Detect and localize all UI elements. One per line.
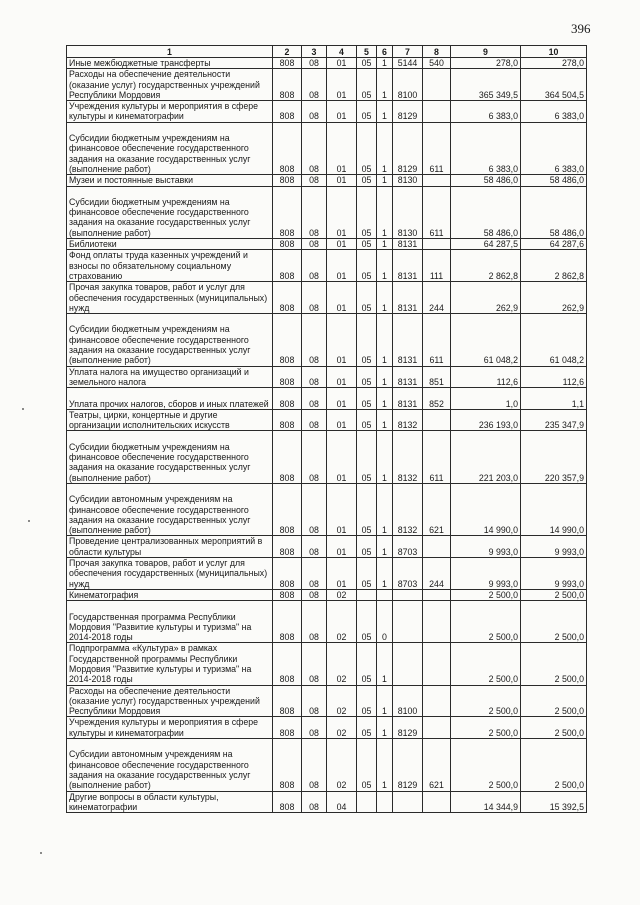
code-section: 08 <box>302 589 327 600</box>
code-expense-type <box>423 791 451 813</box>
scan-speck <box>22 408 24 410</box>
code-target: 8131 <box>393 282 423 314</box>
code-ministry: 808 <box>273 601 302 643</box>
amount-col9: 365 349,5 <box>451 69 521 101</box>
code-expense-type <box>423 601 451 643</box>
amount-col9: 2 500,0 <box>451 643 521 685</box>
code-subprogram: 1 <box>377 314 393 367</box>
code-subsection: 01 <box>327 122 357 175</box>
row-name: Театры, цирки, концертные и другие организации исполнительских искусств <box>67 409 273 431</box>
amount-col10: 2 500,0 <box>521 589 587 600</box>
amount-col10: 2 500,0 <box>521 601 587 643</box>
code-program: 05 <box>357 314 377 367</box>
col-header-1: 1 <box>67 46 273 58</box>
code-expense-type <box>423 239 451 250</box>
code-subprogram: 0 <box>377 601 393 643</box>
row-name: Субсидии автономным учреждениям на финансовое обеспечение государственного задания на оказание государственных услуг (выполнение работ) <box>67 483 273 536</box>
table-row <box>67 282 587 314</box>
row-name: Библиотеки <box>67 239 273 250</box>
amount-col9: 2 500,0 <box>451 589 521 600</box>
code-section: 08 <box>302 314 327 367</box>
table-row <box>67 175 587 186</box>
code-subsection: 01 <box>327 282 357 314</box>
code-subprogram: 1 <box>377 643 393 685</box>
amount-col9: 278,0 <box>451 58 521 69</box>
amount-col9: 221 203,0 <box>451 431 521 484</box>
table-row <box>67 483 587 536</box>
code-subsection: 02 <box>327 739 357 792</box>
code-section: 08 <box>302 122 327 175</box>
code-subprogram <box>377 791 393 813</box>
code-subprogram: 1 <box>377 366 393 388</box>
amount-col10: 6 383,0 <box>521 101 587 123</box>
code-section: 08 <box>302 282 327 314</box>
table-row <box>67 101 587 123</box>
row-name: Субсидии бюджетным учреждениям на финансовое обеспечение государственного задания на оказание государственных услуг (выполнение работ) <box>67 122 273 175</box>
table-row <box>67 250 587 282</box>
amount-col9: 6 383,0 <box>451 101 521 123</box>
code-target: 8132 <box>393 409 423 431</box>
amount-col10: 235 347,9 <box>521 409 587 431</box>
code-expense-type <box>423 101 451 123</box>
code-program: 05 <box>357 643 377 685</box>
code-section: 08 <box>302 388 327 410</box>
code-program <box>357 589 377 600</box>
code-subprogram <box>377 589 393 600</box>
code-subsection: 02 <box>327 643 357 685</box>
code-expense-type: 852 <box>423 388 451 410</box>
code-expense-type <box>423 409 451 431</box>
amount-col9: 2 500,0 <box>451 739 521 792</box>
row-name: Иные межбюджетные трансферты <box>67 58 273 69</box>
amount-col9: 2 862,8 <box>451 250 521 282</box>
code-expense-type: 621 <box>423 739 451 792</box>
table-row <box>67 388 587 410</box>
code-subsection: 01 <box>327 250 357 282</box>
code-target: 8131 <box>393 250 423 282</box>
code-program <box>357 791 377 813</box>
table-row <box>67 314 587 367</box>
code-expense-type <box>423 643 451 685</box>
amount-col9: 262,9 <box>451 282 521 314</box>
col-header-8: 8 <box>423 46 451 58</box>
code-subprogram: 1 <box>377 536 393 558</box>
code-ministry: 808 <box>273 366 302 388</box>
amount-col9: 14 344,9 <box>451 791 521 813</box>
table-row <box>67 69 587 101</box>
code-subsection: 01 <box>327 558 357 590</box>
amount-col10: 9 993,0 <box>521 536 587 558</box>
row-name: Музеи и постоянные выставки <box>67 175 273 186</box>
col-header-9: 9 <box>451 46 521 58</box>
amount-col9: 112,6 <box>451 366 521 388</box>
code-subprogram: 1 <box>377 739 393 792</box>
code-program: 05 <box>357 175 377 186</box>
row-name: Уплата прочих налогов, сборов и иных платежей <box>67 388 273 410</box>
code-subprogram: 1 <box>377 388 393 410</box>
table-body <box>67 58 587 813</box>
code-subsection: 02 <box>327 589 357 600</box>
code-target: 8129 <box>393 739 423 792</box>
amount-col9: 61 048,2 <box>451 314 521 367</box>
code-subsection: 01 <box>327 186 357 239</box>
code-program: 05 <box>357 409 377 431</box>
code-ministry: 808 <box>273 186 302 239</box>
code-subsection: 01 <box>327 101 357 123</box>
code-target: 8130 <box>393 175 423 186</box>
code-ministry: 808 <box>273 250 302 282</box>
col-header-7: 7 <box>393 46 423 58</box>
row-name: Проведение централизованных мероприятий в области культуры <box>67 536 273 558</box>
code-subprogram: 1 <box>377 685 393 717</box>
amount-col9: 1,0 <box>451 388 521 410</box>
code-expense-type: 611 <box>423 431 451 484</box>
code-subprogram: 1 <box>377 186 393 239</box>
code-program: 05 <box>357 601 377 643</box>
amount-col9: 236 193,0 <box>451 409 521 431</box>
code-subprogram: 1 <box>377 175 393 186</box>
code-section: 08 <box>302 58 327 69</box>
amount-col10: 64 287,6 <box>521 239 587 250</box>
code-section: 08 <box>302 239 327 250</box>
col-header-6: 6 <box>377 46 393 58</box>
amount-col9: 9 993,0 <box>451 536 521 558</box>
amount-col10: 1,1 <box>521 388 587 410</box>
row-name: Субсидии автономным учреждениям на финансовое обеспечение государственного задания на оказание государственных услуг (выполнение работ) <box>67 739 273 792</box>
code-program: 05 <box>357 558 377 590</box>
code-ministry: 808 <box>273 483 302 536</box>
code-program: 05 <box>357 366 377 388</box>
code-subprogram: 1 <box>377 69 393 101</box>
code-program: 05 <box>357 122 377 175</box>
row-name: Расходы на обеспечение деятельности (оказание услуг) государственных учреждений Республики Мордовия <box>67 685 273 717</box>
amount-col9: 6 383,0 <box>451 122 521 175</box>
row-name: Прочая закупка товаров, работ и услуг для обеспечения государственных (муниципальных) нужд <box>67 282 273 314</box>
code-target: 8703 <box>393 558 423 590</box>
table-row <box>67 58 587 69</box>
code-program: 05 <box>357 58 377 69</box>
table-row <box>67 558 587 590</box>
code-subsection: 01 <box>327 483 357 536</box>
code-subprogram: 1 <box>377 483 393 536</box>
code-section: 08 <box>302 739 327 792</box>
scan-speck <box>28 520 30 522</box>
code-target <box>393 643 423 685</box>
code-subprogram: 1 <box>377 122 393 175</box>
code-target: 8129 <box>393 122 423 175</box>
code-expense-type: 611 <box>423 186 451 239</box>
table-row <box>67 431 587 484</box>
row-name: Субсидии бюджетным учреждениям на финансовое обеспечение государственного задания на оказание государственных услуг (выполнение работ) <box>67 431 273 484</box>
code-ministry: 808 <box>273 739 302 792</box>
amount-col10: 278,0 <box>521 58 587 69</box>
code-section: 08 <box>302 186 327 239</box>
code-subprogram: 1 <box>377 431 393 484</box>
code-ministry: 808 <box>273 101 302 123</box>
code-target <box>393 589 423 600</box>
code-section: 08 <box>302 536 327 558</box>
code-ministry: 808 <box>273 69 302 101</box>
amount-col9: 2 500,0 <box>451 717 521 739</box>
budget-table <box>66 45 587 813</box>
code-expense-type: 244 <box>423 558 451 590</box>
table-row <box>67 239 587 250</box>
amount-col10: 14 990,0 <box>521 483 587 536</box>
amount-col10: 2 500,0 <box>521 643 587 685</box>
code-subsection: 01 <box>327 431 357 484</box>
table-row <box>67 589 587 600</box>
amount-col10: 61 048,2 <box>521 314 587 367</box>
code-expense-type: 611 <box>423 314 451 367</box>
row-name: Подпрограмма «Культура» в рамках Государственной программы Республики Мордовия "Развитие культуры и туризма" на 2014-2018 годы <box>67 643 273 685</box>
code-ministry: 808 <box>273 122 302 175</box>
row-name: Учреждения культуры и мероприятия в сфере культуры и кинематографии <box>67 717 273 739</box>
row-name: Уплата налога на имущество организаций и земельного налога <box>67 366 273 388</box>
code-section: 08 <box>302 558 327 590</box>
col-header-4: 4 <box>327 46 357 58</box>
code-expense-type: 540 <box>423 58 451 69</box>
code-program: 05 <box>357 186 377 239</box>
code-subsection: 01 <box>327 536 357 558</box>
code-section: 08 <box>302 791 327 813</box>
code-section: 08 <box>302 601 327 643</box>
code-target: 8129 <box>393 101 423 123</box>
code-program: 05 <box>357 282 377 314</box>
code-expense-type <box>423 175 451 186</box>
code-target <box>393 791 423 813</box>
code-expense-type: 851 <box>423 366 451 388</box>
code-target: 8131 <box>393 366 423 388</box>
page-number: 396 <box>571 21 591 36</box>
code-target <box>393 601 423 643</box>
code-subprogram: 1 <box>377 282 393 314</box>
col-header-2: 2 <box>273 46 302 58</box>
code-subsection: 01 <box>327 314 357 367</box>
code-subprogram: 1 <box>377 101 393 123</box>
amount-col10: 112,6 <box>521 366 587 388</box>
code-target: 8100 <box>393 685 423 717</box>
amount-col9: 2 500,0 <box>451 601 521 643</box>
code-subsection: 01 <box>327 58 357 69</box>
code-target: 8131 <box>393 388 423 410</box>
code-subsection: 01 <box>327 175 357 186</box>
code-section: 08 <box>302 483 327 536</box>
code-section: 08 <box>302 250 327 282</box>
code-expense-type <box>423 69 451 101</box>
code-target: 8132 <box>393 483 423 536</box>
row-name: Кинематография <box>67 589 273 600</box>
table-row <box>67 409 587 431</box>
code-subsection: 02 <box>327 717 357 739</box>
code-expense-type <box>423 685 451 717</box>
amount-col10: 2 500,0 <box>521 739 587 792</box>
code-ministry: 808 <box>273 388 302 410</box>
code-section: 08 <box>302 175 327 186</box>
table-row <box>67 601 587 643</box>
code-program: 05 <box>357 388 377 410</box>
header-row <box>67 46 587 58</box>
code-ministry: 808 <box>273 536 302 558</box>
code-section: 08 <box>302 69 327 101</box>
code-subsection: 04 <box>327 791 357 813</box>
table-row <box>67 122 587 175</box>
col-header-10: 10 <box>521 46 587 58</box>
row-name: Другие вопросы в области культуры, кинематографии <box>67 791 273 813</box>
code-section: 08 <box>302 717 327 739</box>
code-program: 05 <box>357 536 377 558</box>
code-ministry: 808 <box>273 589 302 600</box>
code-ministry: 808 <box>273 409 302 431</box>
code-ministry: 808 <box>273 58 302 69</box>
amount-col10: 262,9 <box>521 282 587 314</box>
code-program: 05 <box>357 101 377 123</box>
col-header-5: 5 <box>357 46 377 58</box>
amount-col10: 15 392,5 <box>521 791 587 813</box>
code-subsection: 01 <box>327 69 357 101</box>
code-section: 08 <box>302 643 327 685</box>
code-program: 05 <box>357 239 377 250</box>
code-expense-type: 244 <box>423 282 451 314</box>
row-name: Субсидии бюджетным учреждениям на финансовое обеспечение государственного задания на оказание государственных услуг (выполнение работ) <box>67 186 273 239</box>
code-expense-type <box>423 589 451 600</box>
code-section: 08 <box>302 409 327 431</box>
code-ministry: 808 <box>273 239 302 250</box>
code-ministry: 808 <box>273 643 302 685</box>
code-target: 8703 <box>393 536 423 558</box>
amount-col10: 6 383,0 <box>521 122 587 175</box>
amount-col9: 2 500,0 <box>451 685 521 717</box>
code-target: 8130 <box>393 186 423 239</box>
amount-col10: 58 486,0 <box>521 175 587 186</box>
table-row <box>67 685 587 717</box>
amount-col10: 2 500,0 <box>521 717 587 739</box>
code-expense-type: 611 <box>423 122 451 175</box>
code-ministry: 808 <box>273 558 302 590</box>
amount-col9: 58 486,0 <box>451 186 521 239</box>
code-subprogram: 1 <box>377 409 393 431</box>
amount-col10: 364 504,5 <box>521 69 587 101</box>
row-name: Прочая закупка товаров, работ и услуг для обеспечения государственных (муниципальных) нужд <box>67 558 273 590</box>
code-section: 08 <box>302 101 327 123</box>
amount-col9: 9 993,0 <box>451 558 521 590</box>
code-expense-type <box>423 717 451 739</box>
amount-col10: 9 993,0 <box>521 558 587 590</box>
row-name: Расходы на обеспечение деятельности (оказание услуг) государственных учреждений Республики Мордовия <box>67 69 273 101</box>
code-expense-type: 111 <box>423 250 451 282</box>
code-section: 08 <box>302 431 327 484</box>
code-program: 05 <box>357 250 377 282</box>
code-subprogram: 1 <box>377 58 393 69</box>
amount-col9: 58 486,0 <box>451 175 521 186</box>
code-subsection: 01 <box>327 409 357 431</box>
code-ministry: 808 <box>273 431 302 484</box>
code-program: 05 <box>357 717 377 739</box>
amount-col9: 14 990,0 <box>451 483 521 536</box>
row-name: Учреждения культуры и мероприятия в сфере культуры и кинематографии <box>67 101 273 123</box>
code-subprogram: 1 <box>377 558 393 590</box>
code-target: 8129 <box>393 717 423 739</box>
code-program: 05 <box>357 685 377 717</box>
code-subprogram: 1 <box>377 717 393 739</box>
code-target: 8131 <box>393 314 423 367</box>
table-row <box>67 791 587 813</box>
table-row <box>67 186 587 239</box>
code-subsection: 01 <box>327 239 357 250</box>
code-subsection: 01 <box>327 388 357 410</box>
code-section: 08 <box>302 685 327 717</box>
code-ministry: 808 <box>273 175 302 186</box>
row-name: Субсидии бюджетным учреждениям на финансовое обеспечение государственного задания на оказание государственных услуг (выполнение работ) <box>67 314 273 367</box>
code-subprogram: 1 <box>377 239 393 250</box>
code-ministry: 808 <box>273 717 302 739</box>
table-row <box>67 536 587 558</box>
code-program: 05 <box>357 483 377 536</box>
code-program: 05 <box>357 69 377 101</box>
row-name: Фонд оплаты труда казенных учреждений и взносы по обязательному социальному страхованию <box>67 250 273 282</box>
code-ministry: 808 <box>273 282 302 314</box>
code-target: 8131 <box>393 239 423 250</box>
code-subsection: 02 <box>327 685 357 717</box>
code-subsection: 01 <box>327 366 357 388</box>
table-row <box>67 717 587 739</box>
code-subsection: 02 <box>327 601 357 643</box>
code-subprogram: 1 <box>377 250 393 282</box>
code-target: 8100 <box>393 69 423 101</box>
code-program: 05 <box>357 739 377 792</box>
code-ministry: 808 <box>273 791 302 813</box>
row-name: Государственная программа Республики Мордовия "Развитие культуры и туризма" на 2014-2018 годы <box>67 601 273 643</box>
code-expense-type <box>423 536 451 558</box>
amount-col10: 220 357,9 <box>521 431 587 484</box>
col-header-3: 3 <box>302 46 327 58</box>
amount-col10: 2 862,8 <box>521 250 587 282</box>
scan-speck <box>40 852 42 854</box>
table-row <box>67 643 587 685</box>
table-row <box>67 739 587 792</box>
code-program: 05 <box>357 431 377 484</box>
code-target: 5144 <box>393 58 423 69</box>
code-ministry: 808 <box>273 314 302 367</box>
code-expense-type: 621 <box>423 483 451 536</box>
code-ministry: 808 <box>273 685 302 717</box>
amount-col9: 64 287,5 <box>451 239 521 250</box>
table-row <box>67 366 587 388</box>
amount-col10: 58 486,0 <box>521 186 587 239</box>
code-target: 8132 <box>393 431 423 484</box>
code-section: 08 <box>302 366 327 388</box>
amount-col10: 2 500,0 <box>521 685 587 717</box>
